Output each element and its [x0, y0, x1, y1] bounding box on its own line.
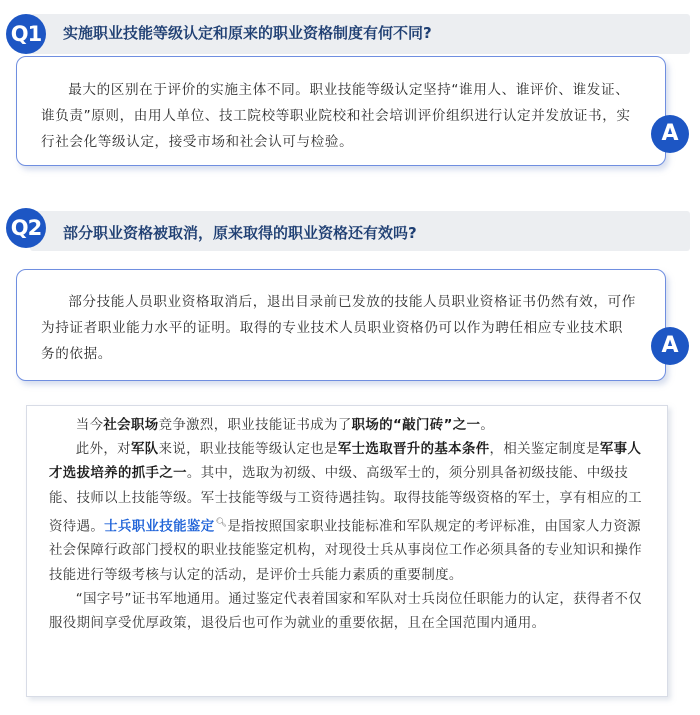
answer-box-2: [16, 269, 666, 381]
answer-2-text: 部分技能人员职业资格取消后，退出目录前已发放的技能人员职业资格证书仍然有效，可作为持证者职业能力水平的证明。取得的专业技术人员职业资格仍可以作为聘任相应专业技术职务的依据。: [41, 294, 636, 362]
search-icon[interactable]: 🔍︎: [215, 517, 228, 528]
question-1-text: 实施职业技能等级认定和原来的职业资格制度有何不同?: [63, 24, 432, 42]
answer-box-1: [16, 56, 666, 166]
soldier-skill-appraisal-link[interactable]: 士兵职业技能鉴定: [104, 519, 215, 535]
info-paragraph-1: 当今社会职场竞争激烈，职业技能证书成为了职场的“敲门砖”之一。: [75, 418, 495, 433]
info-paragraph-3: “国字号”证书军地通用。通过鉴定代表着国家和军队对士兵岗位任职能力的认定，获得者不仅服役期间享受优厚政策，退役后也可作为就业的重要依据，且在全国范围内通用。: [49, 591, 643, 632]
answer-2-badge: A: [651, 327, 689, 365]
info-box: [26, 405, 668, 697]
info-paragraph-2: 此外，对军队来说，职业技能等级认定也是军士选取晋升的基本条件，相关鉴定制度是军事人才选拔培养的抓手之一。其中，选取为初级、中级、高级军士的，须分别具备初级技能、中级技能、技师以上技能等级。军士技能等级与工资待遇挂钩。取得技能等级资格的军士，享有相应的工资待遇。士兵职业技能鉴定🔍︎是指按照国家职业技能标准和军队规定的考评标准，由国家人力资源社会保障行政部门授权的职业技能鉴定机构，对现役士兵从事岗位工作必须具备的专业知识和操作技能进行等级考核与认定的活动，是评价士兵能力素质的重要制度。: [49, 442, 642, 583]
question-2-text: 部分职业资格被取消，原来取得的职业资格还有效吗?: [63, 224, 417, 242]
q1-badge: Q1: [6, 14, 46, 54]
q2-badge: Q2: [6, 208, 46, 248]
answer-1-badge: A: [651, 115, 689, 153]
answer-1-text: 最大的区别在于评价的实施主体不同。职业技能等级认定坚持“谁用人、谁评价、谁发证、谁负责”原则，由用人单位、技工院校等职业院校和社会培训评价组织进行认定并发放证书，实行社会化等级认定，接受市场和社会认可与检验。: [41, 82, 631, 150]
